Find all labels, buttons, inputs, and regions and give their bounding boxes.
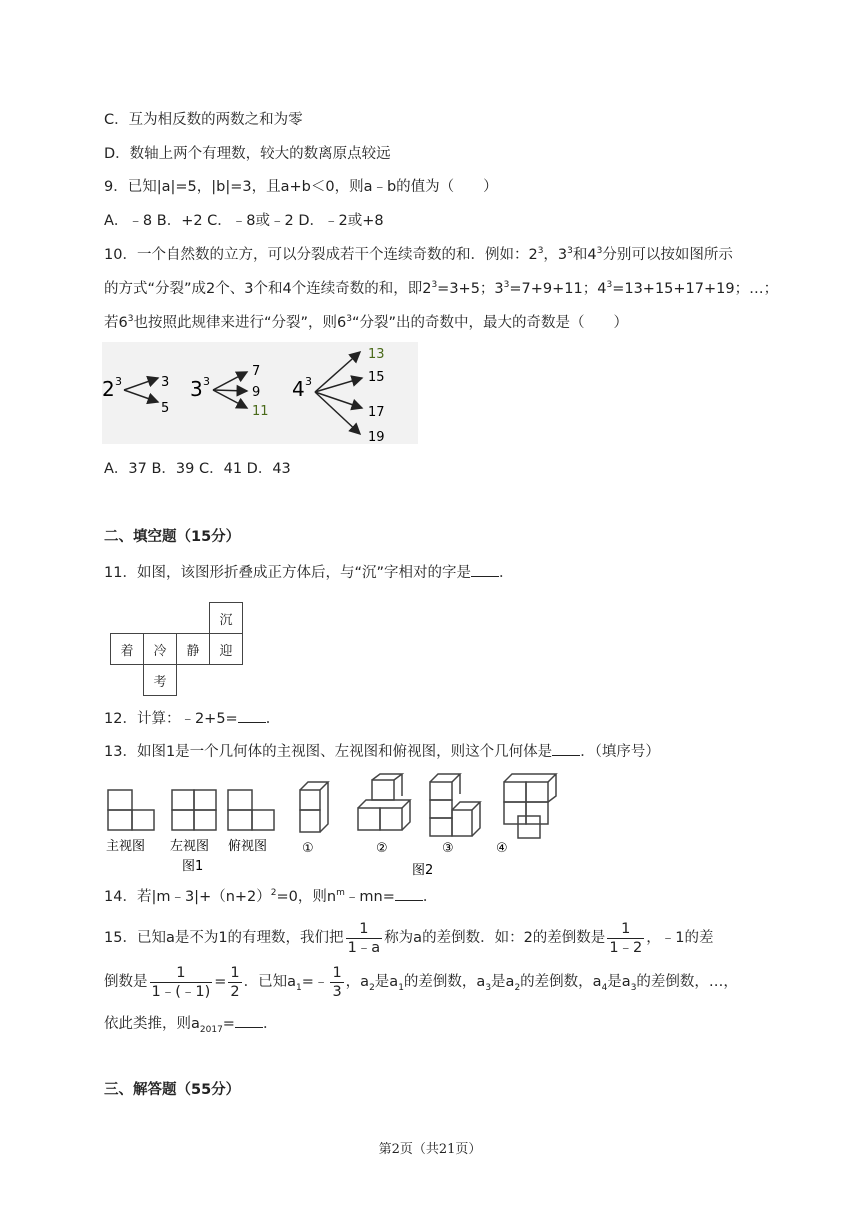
fraction: $\frac{1}{1﹣a}$: [347, 920, 381, 956]
split-out-2-a: 3: [161, 375, 170, 390]
question-15-line3: 依此类推，则$a_{2017}=$ ．: [104, 1013, 277, 1034]
fraction: $\frac{1}{1﹣2}$: [609, 920, 643, 956]
split-out-2-b: 5: [161, 401, 170, 416]
net-cell: 考: [144, 665, 177, 696]
split-out-3-b: 9: [252, 385, 261, 400]
answer-blank: [235, 1013, 263, 1028]
question-9-options: A．﹣8 B．+2 C．﹣8或﹣2 D．﹣2或+8: [104, 213, 384, 229]
views-figure: [104, 770, 574, 880]
question-11: 11．如图，该图形折叠成正方体后，与“沉”字相对的字是 ．: [104, 562, 513, 583]
section-3-title: 三、解答题（55分）: [104, 1082, 241, 1098]
split-out-3-c: 11: [252, 404, 269, 419]
split-exp-2: 3: [115, 375, 122, 388]
split-base-3: 3: [190, 377, 203, 401]
option-3-label: ③: [442, 841, 454, 856]
split-out-4-b: 15: [368, 370, 385, 385]
option-c: C．互为相反数的两数之和为零: [104, 112, 303, 128]
option-4-label: ④: [496, 841, 508, 856]
left-view-label: 左视图: [170, 839, 210, 854]
fraction: $\frac{1}{1﹣(﹣1)}$: [151, 964, 211, 1000]
net-cell: 沉: [210, 603, 243, 634]
question-10-line3: 若$6^3$也按照此规律来进行“分裂”，则$6^3“$分裂”出的奇数中，最大的奇数是（ ）: [104, 314, 628, 331]
option-1-label: ①: [302, 841, 314, 856]
figure-1-label: 图1: [182, 859, 204, 874]
question-14: 14．若$|m﹣3|+(n+2)^2=0$，则$n^m﹣mn=$ ．: [104, 886, 437, 907]
page-footer: 第2页（共21页）: [378, 1142, 482, 1157]
top-view-label: 俯视图: [228, 839, 268, 854]
net-cell: 冷: [144, 634, 177, 665]
question-15-line2: 倒数是 $\frac{1}{1﹣(﹣1)}$ = $\frac{1}{2}$ ．已知$a_1=﹣$ $\frac{1}{3}$ ，$a_2$是$a_1$的差倒数，$a_3$是$a_2$的差倒数，$a_4$是$a_3$的差倒数，…，: [104, 964, 738, 1000]
question-10-line1: 10．一个自然数的立方，可以分裂成若干个连续奇数的和．例如：$2^3$，$3^3$和$4^3$分别可以按如图所示: [104, 246, 733, 263]
split-out-4-c: 17: [368, 405, 385, 420]
question-13: 13．如图1是一个几何体的主视图、左视图和俯视图，则这个几何体是 ．（填序号）: [104, 741, 660, 762]
front-view-label: 主视图: [106, 839, 146, 854]
net-cell: 静: [177, 634, 210, 665]
option-d: D．数轴上两个有理数，较大的数离原点较远: [104, 146, 391, 162]
split-base-4: 4: [292, 377, 305, 401]
option-2-label: ②: [376, 841, 388, 856]
split-base-2: 2: [102, 377, 115, 401]
cube-net: [110, 602, 243, 696]
split-out-4-a: 13: [368, 347, 385, 362]
split-out-3-a: 7: [252, 364, 261, 379]
question-10-options: A．37 B．39 C．41 D．43: [104, 461, 291, 477]
answer-blank: [471, 562, 499, 577]
answer-blank: [552, 741, 580, 756]
fraction: $\frac{1}{3}$: [332, 964, 342, 1000]
split-exp-4: 3: [305, 375, 312, 388]
section-2-title: 二、填空题（15分）: [104, 529, 241, 545]
answer-blank: [238, 708, 266, 723]
question-9: 9．已知|a|=5，|b|=3，且a+b＜0，则a﹣b的值为（ ）: [104, 179, 498, 195]
net-cell: 着: [111, 634, 144, 665]
question-15-line1: 15．已知a是不为1的有理数，我们把 $\frac{1}{1﹣a}$ 称为a的差倒数．如：2的差倒数是 $\frac{1}{1﹣2}$ ，﹣1的差: [104, 920, 714, 956]
net-cell: 迎: [210, 634, 243, 665]
fraction: $\frac{1}{2}$: [230, 964, 240, 1000]
question-10-line2: 的方式“分裂”成2个、3个和4个连续奇数的和，即$2^3=3+5$；$3^3=7+9+11$；$4^3=13+15+17+19$；…；: [104, 280, 779, 297]
split-out-4-d: 19: [368, 430, 385, 444]
answer-blank: [395, 886, 423, 901]
split-exp-3: 3: [203, 375, 210, 388]
question-12: 12．计算：﹣2+5= ．: [104, 708, 280, 729]
figure-2-label: 图2: [412, 863, 434, 878]
split-figure: [102, 342, 418, 444]
